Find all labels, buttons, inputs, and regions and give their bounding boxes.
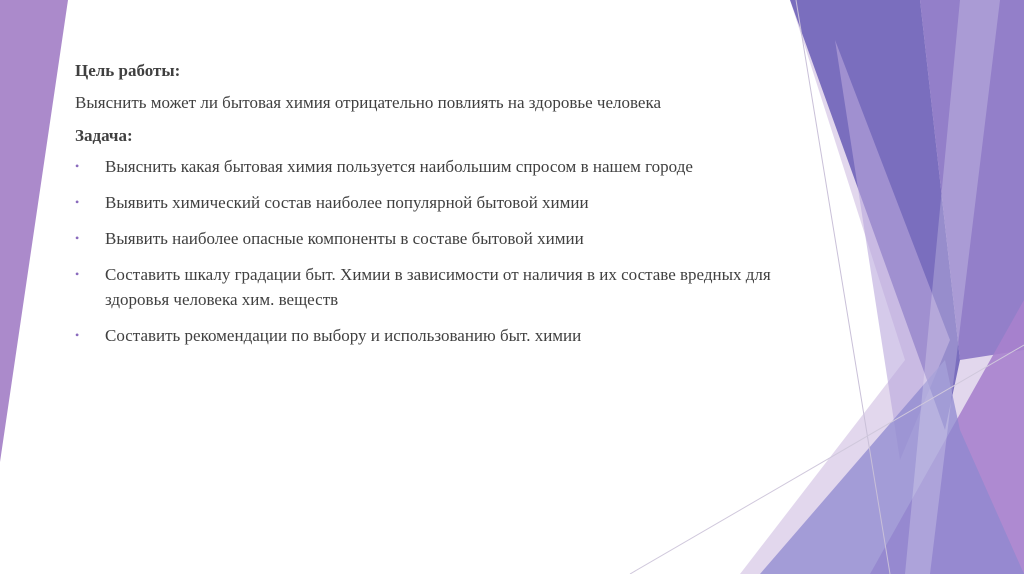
list-item xyxy=(75,154,775,179)
bullet-icon: • xyxy=(75,231,80,245)
slide-content xyxy=(75,58,775,359)
task-text: Выявить химический состав наиболее популярной бытовой химии xyxy=(105,193,589,212)
bullet-icon: • xyxy=(75,195,80,209)
task-text: Составить рекомендации по выбору и использованию быт. химии xyxy=(105,326,582,345)
goal-text: Выяснить может ли бытовая химия отрицательно повлиять на здоровье человека xyxy=(75,93,662,112)
bullet-icon: • xyxy=(75,267,80,281)
left-band-shape xyxy=(0,0,68,462)
list-item xyxy=(75,262,775,312)
task-text: Составить шкалу градации быт. Химии в зависимости от наличия в их составе вредных для здоровья человека хим. веществ xyxy=(105,265,771,309)
task-list xyxy=(75,154,775,348)
task-text: Выявить наиболее опасные компоненты в составе бытовой химии xyxy=(105,229,584,248)
goal-heading: Цель работы: xyxy=(75,61,181,80)
list-item xyxy=(75,323,775,348)
list-item xyxy=(75,190,775,215)
bullet-icon: • xyxy=(75,159,80,173)
task-text: Выяснить какая бытовая химия пользуется наибольшим спросом в нашем городе xyxy=(105,157,693,176)
task-heading: Задача: xyxy=(75,126,133,145)
bullet-icon: • xyxy=(75,328,80,342)
list-item xyxy=(75,226,775,251)
